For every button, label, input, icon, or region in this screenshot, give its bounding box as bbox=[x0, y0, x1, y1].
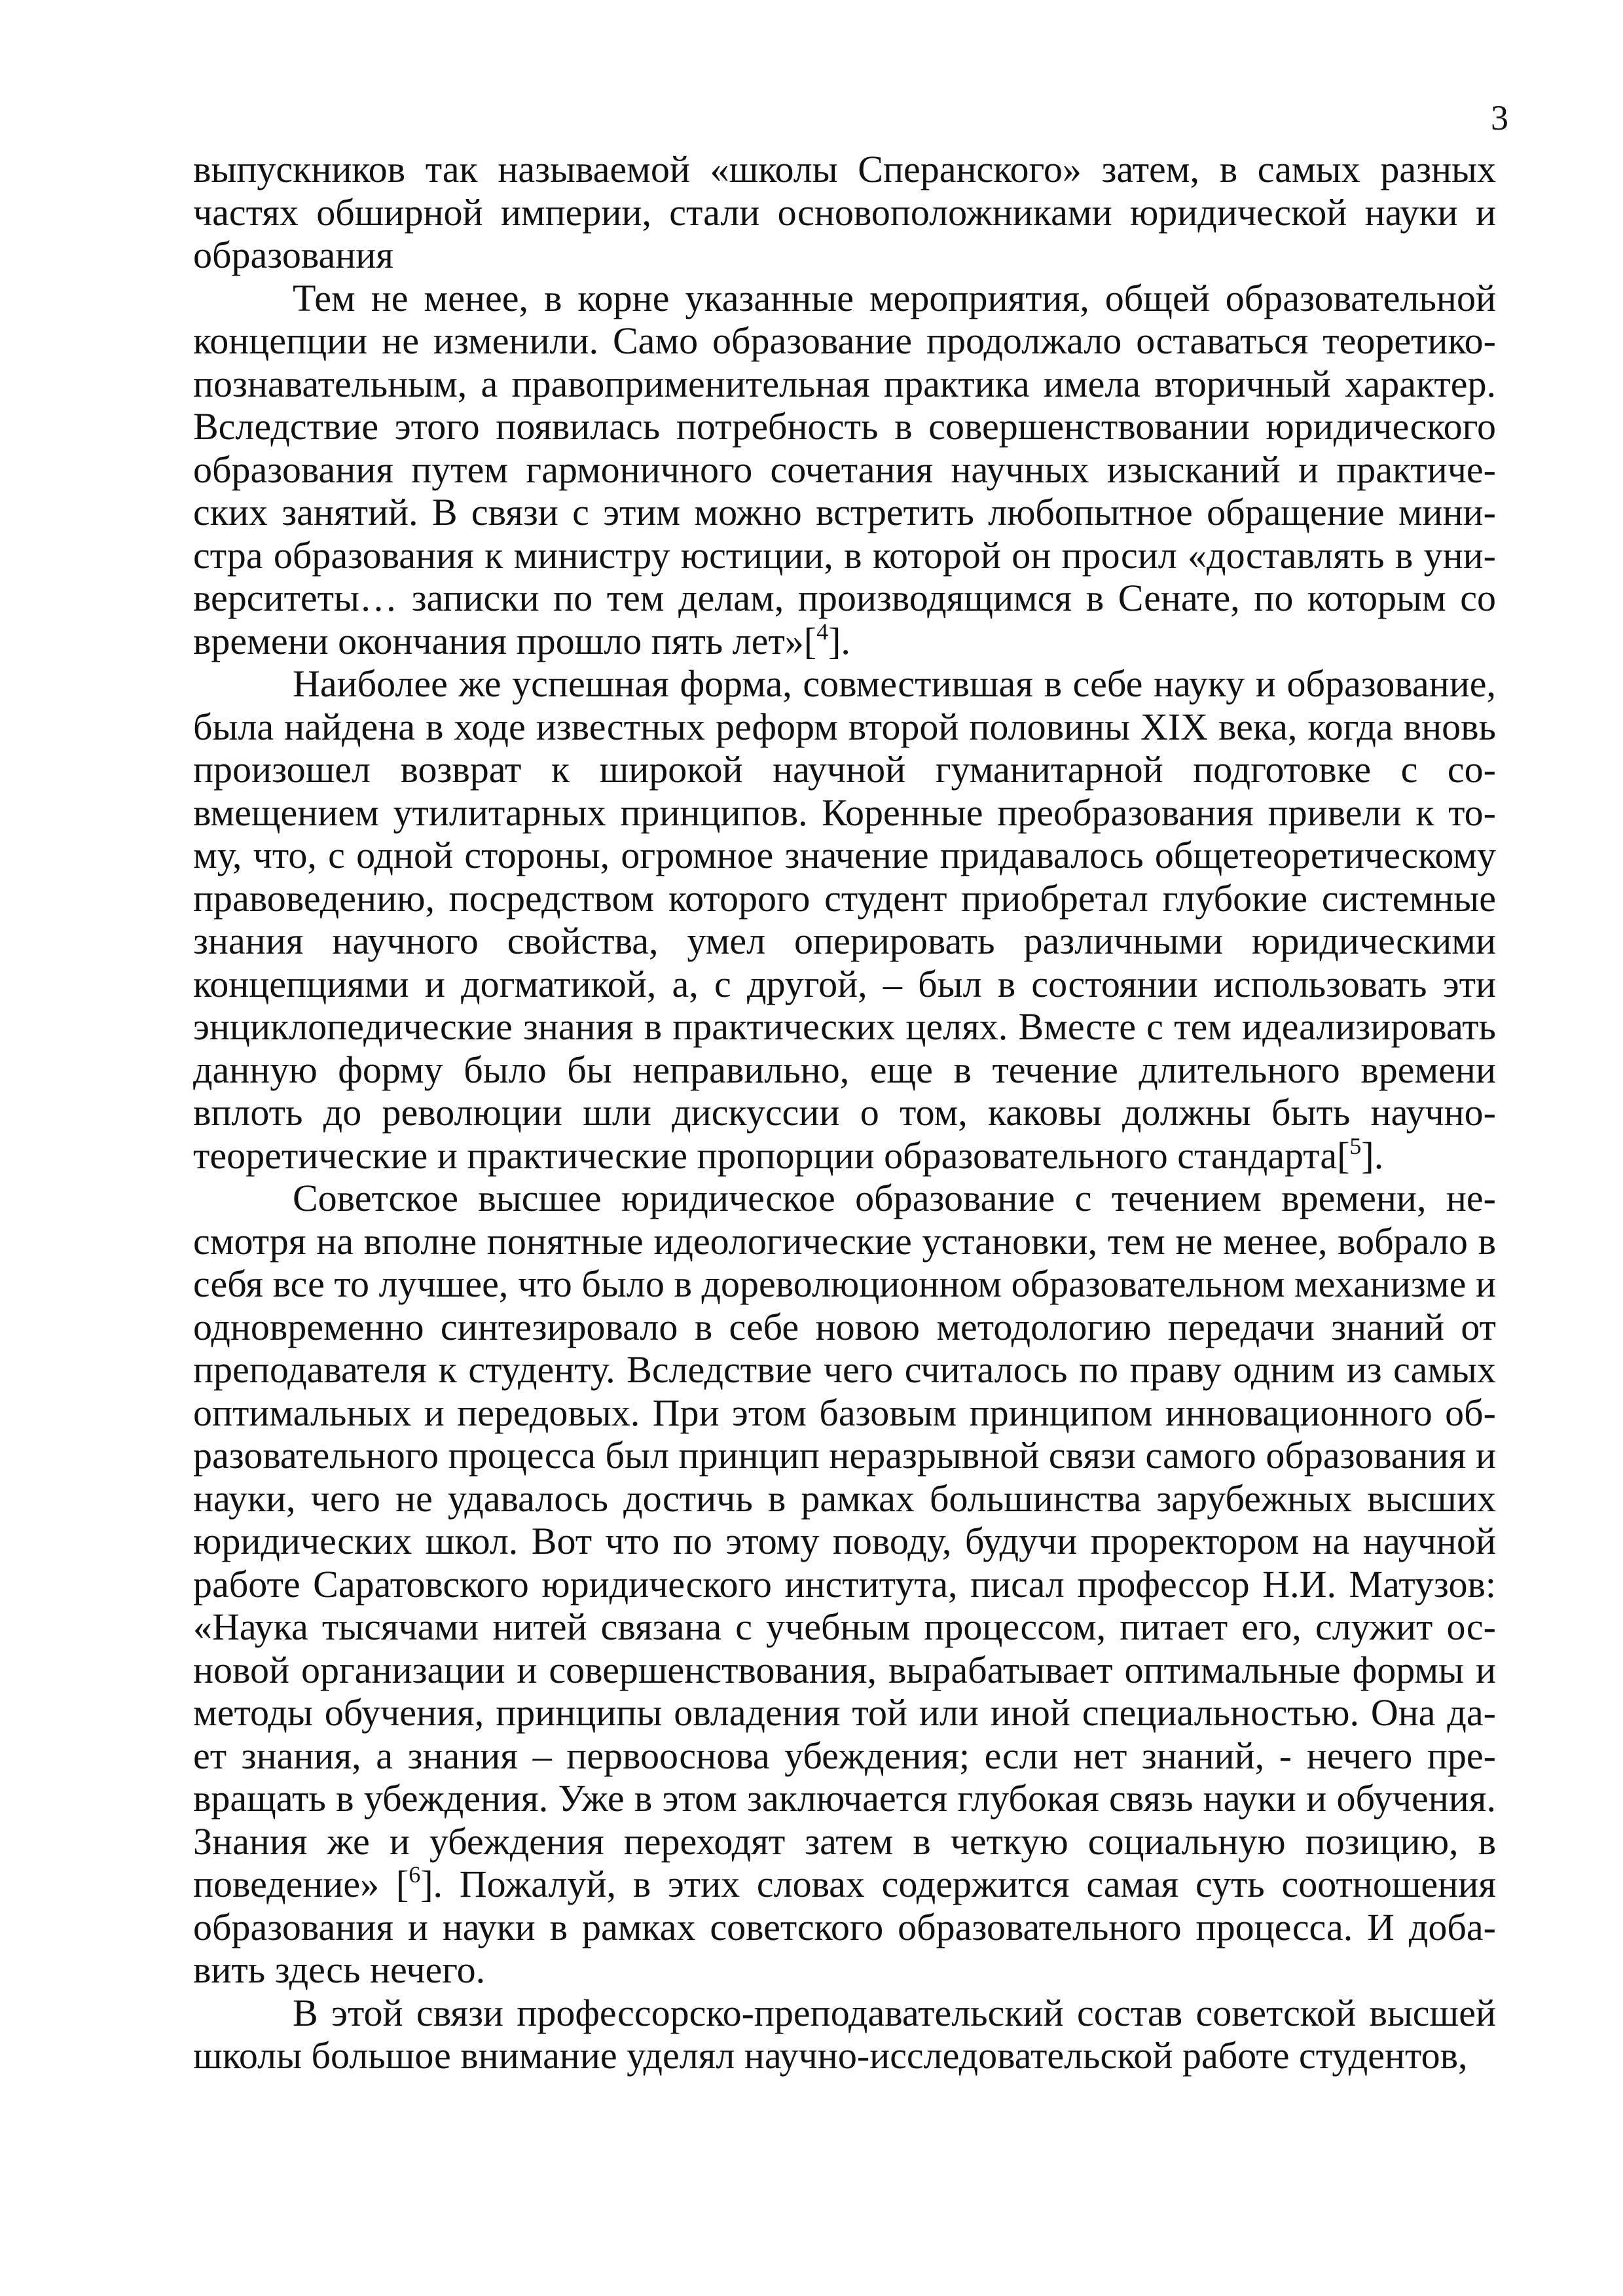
paragraph: Тем не менее, в корне указанные мероприятия, общей образовательной концепции не изменили. Само образование продолжало оставаться теоретико-познавательным, а правоприменительная практика имела вторичный характер. Вследствие этого появилась потребность в совершенствовании юридического образования путем гармоничного сочетания научных изысканий и практических занятий. В связи с этим можно встретить любопытное обращение министра образования к министру юстиции, в которой он просил «доставлять в университеты… записки по тем делам, производящимся в Сенате, по которым со времени окончания прошло пять лет»[$^4$]. bbox=[193, 276, 1496, 662]
page-number: 3 bbox=[1491, 98, 1508, 137]
footnote-ref: 5 bbox=[1349, 1132, 1362, 1159]
footnote-ref: 6 bbox=[409, 1861, 421, 1888]
paragraph-continuation: выпускников так называемой «школы Сперанского» затем, в самых разных частях обширной империи, стали основоположниками юридической науки и образования bbox=[193, 148, 1496, 276]
body-text bbox=[193, 148, 1496, 2077]
footnote-ref: 4 bbox=[816, 618, 829, 645]
paragraph: Советское высшее юридическое образование с течением времени, несмотря на вполне понятные идеологические установки, тем не менее, вобрало в себя все то лучшее, что было в дореволюционном образовательном механизме и одновременно синтезировало в себе новою методологию передачи знаний от преподавателя к студенту. Вследствие чего считалось по праву одним из самых оптимальных и передовых. При этом базовым принципом инновационного образовательного процесса был принцип неразрывной связи самого образования и науки, чего не удавалось достичь в рамках большинства зарубежных высших юридических школ. Вот что по этому поводу, будучи проректором на научной работе Саратовского юридического института, писал профессор Н.И. Матузов: «Наука тысячами нитей связана с учебным процессом, питает его, служит основой организации и совершенствования, вырабатывает оптимальные формы и методы обучения, принципы овладения той или иной специальностью. Она дает знания, а знания – первооснова убеждения; если нет знаний, - нечего превращать в убеждения. Уже в этом заключается глубокая связь науки и обучения. Знания же и убеждения переходят затем в четкую социальную позицию, в поведение» [$^6$]. Пожалуй, в этих словах содержится самая суть соотношения образования и науки в рамках советского образовательного процесса. И добавить здесь нечего. bbox=[193, 1177, 1497, 1991]
paragraph: В этой связи профессорско-преподавательский состав советской высшей школы большое внимание уделял научно-исследовательской работе студентов, bbox=[193, 1991, 1496, 2077]
paragraph: Наиболее же успешная форма, совместившая в себе науку и образование, была найдена в ходе известных реформ второй половины XIX века, когда вновь произошел возврат к широкой научной гуманитарной подготовке с совмещением утилитарных принципов. Коренные преобразования привели к тому, что, с одной стороны, огромное значение придавалось общетеоретическому правоведению, посредством которого студент приобретал глубокие системные знания научного свойства, умел оперировать различными юридическими концепциями и догматикой, а, с другой, – был в состоянии использовать эти энциклопедические знания в практических целях. Вместе с тем идеализировать данную форму было бы неправильно, еще в течение длительного времени вплоть до революции шли дискуссии о том, каковы должны быть научно-теоретические и практические пропорции образовательного стандарта[$^5$]. bbox=[193, 662, 1496, 1177]
